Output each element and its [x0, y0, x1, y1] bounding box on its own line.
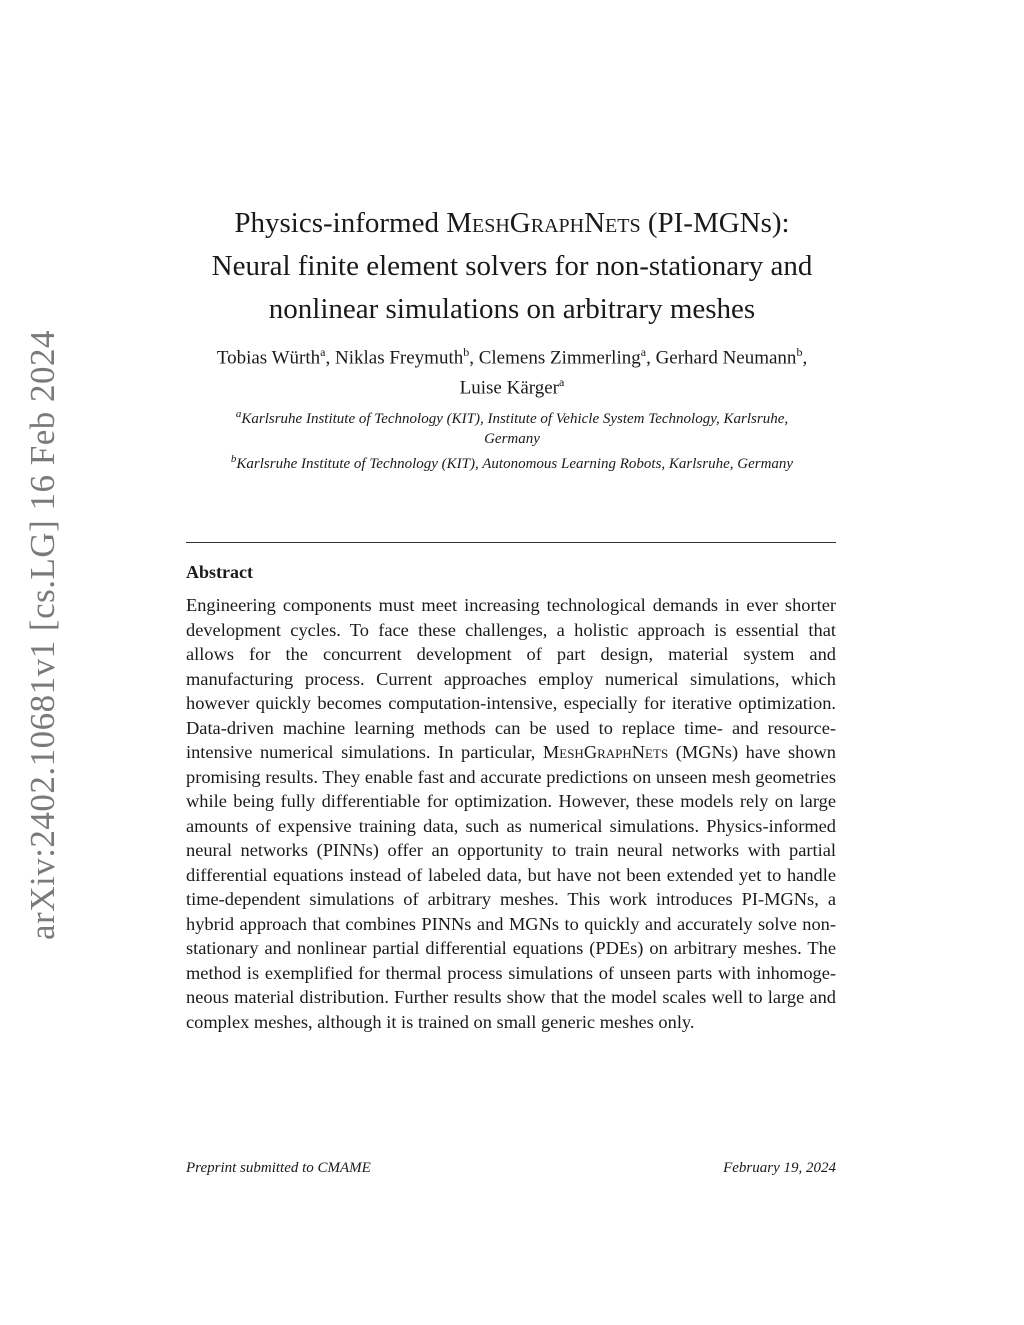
- title-line-2: Neural finite element solvers for non-stationary and: [211, 250, 813, 282]
- author-name: Clemens Zimmerling: [478, 347, 641, 369]
- abstract-text-part-1: Engineering components must meet increasing technological demands in ever shorter development cycles. To face these challenges, a holistic approach is essential that allows for the concurrent development of part design, material system and manufacturing process. Current approaches employ numerical simulations, which however quickly becomes computation-intensive, especially for iterative optimization. Data-driven machine learning methods can be used to replace time- and resource-intensive numerical simulations. In particular,: [186, 595, 836, 762]
- author-affiliation-mark: a: [559, 375, 565, 390]
- preprint-note: Preprint submitted to CMAME: [186, 1160, 371, 1176]
- title-line-3: nonlinear simulations on arbitrary meshes: [268, 293, 756, 325]
- title-smallcaps: MeshGraphNets: [446, 207, 641, 239]
- title-suffix: (PI-MGNs):: [640, 207, 790, 239]
- author-name: Luise Kärger: [459, 377, 560, 399]
- author-name: Niklas Freymuth: [334, 347, 464, 369]
- affiliation-mark: b: [230, 453, 237, 465]
- title-prefix: Physics-informed: [234, 207, 447, 239]
- author-affiliation-mark: b: [463, 345, 470, 359]
- affiliation-entry: [230, 449, 794, 474]
- abstract-text-part-2: (MGNs) have shown promising results. They enable fast and accurate predictions on unseen mesh geometries while being fully differentiable for optimization. However, these models rely on large amounts of expensive training data, such as numerical simulations. Physics-informed neural networks (PINNs) offer an opportunity to train neural networks with partial differential equations instead of labeled data, but have not been extended yet to handle time-dependent simulations of arbitrary meshes. This work introduces PI-MGNs, a hybrid approach that combines PINNs and MGNs to quickly and accurately solve non-stationary and nonlinear partial differential equations (PDEs) on arbitrary meshes. The method is exemplified for thermal process simulations of unseen parts with inhomogeneous material distribution. Further results show that the model scales well to large and complex meshes, although it is trained on small generic meshes only.: [186, 742, 836, 1032]
- abstract-smallcaps-term: MeshGraphNets: [542, 742, 669, 762]
- abstract-body: [186, 593, 836, 1034]
- affiliation-text: Karlsruhe Institute of Technology (KIT), Autonomous Learning Robots, Karlsruhe, Germany: [236, 456, 794, 472]
- author-name: Tobias Würth: [216, 347, 321, 369]
- affiliation-mark: a: [235, 408, 242, 420]
- footer-date: February 19, 2024: [723, 1160, 836, 1176]
- affiliation-list: [230, 404, 794, 474]
- section-divider: [186, 542, 836, 543]
- arxiv-identifier-stamp: arXiv:2402.10681v1 [cs.LG] 16 Feb 2024: [23, 329, 62, 940]
- author-affiliation-mark: a: [320, 345, 326, 359]
- title-line-1: [150, 202, 874, 245]
- paper-title: [150, 202, 874, 331]
- author-name: Gerhard Neumann: [655, 347, 797, 369]
- author-list: Tobias Würth$^a$, Niklas Freymuth$^b$, Clemens Zimmerling$^a$, Gerhard Neumann$^b$, Luise Kärger$^a$: [216, 345, 808, 399]
- affiliation-text: Karlsruhe Institute of Technology (KIT), Institute of Vehicle System Technology, Karlsruhe, Germany: [241, 411, 789, 447]
- author-affiliation-mark: b: [796, 345, 803, 359]
- abstract-heading: Abstract: [186, 562, 253, 582]
- affiliation-entry: [230, 404, 794, 449]
- author-affiliation-mark: a: [640, 345, 647, 359]
